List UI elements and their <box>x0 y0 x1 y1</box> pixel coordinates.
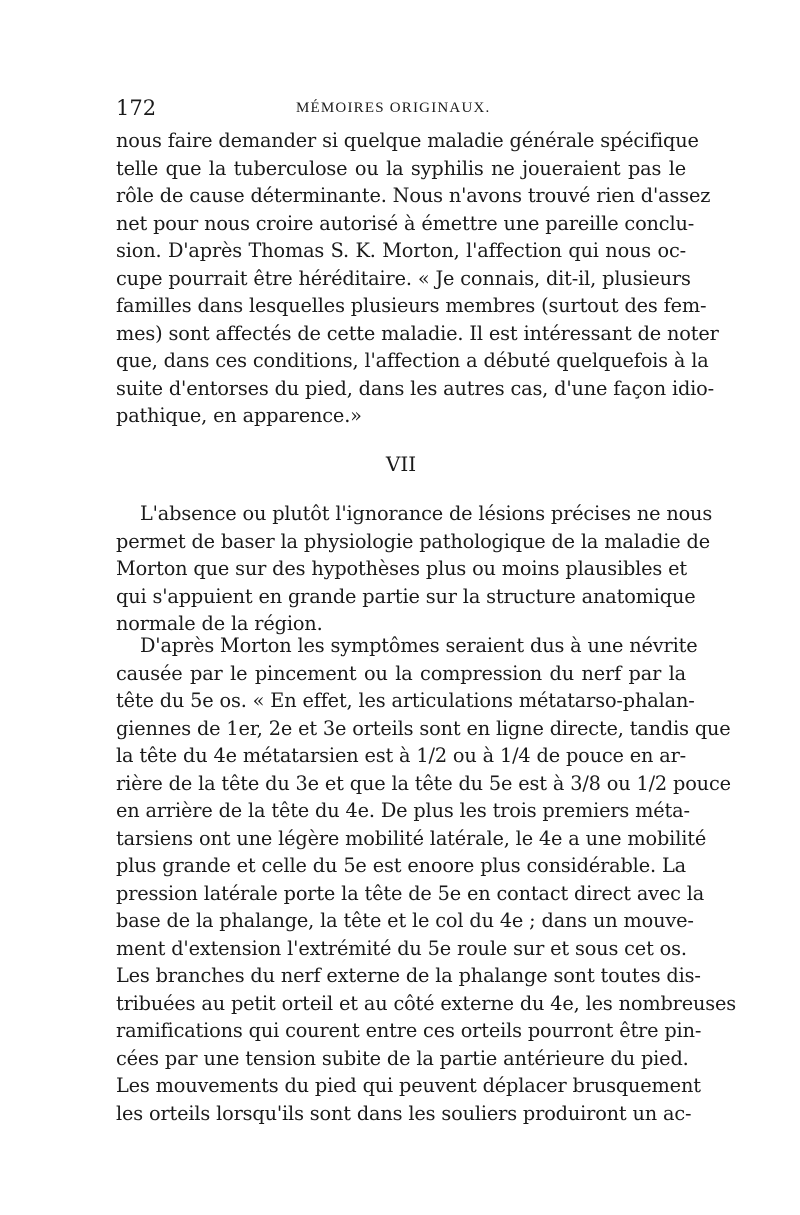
text-line: cées par une tension subite de la partie antérieure du pied. <box>116 1046 689 1070</box>
text-line: pression latérale porte la tête de 5e en contact direct avec la <box>116 881 705 905</box>
text-line: base de la phalange, la tête et le col du 4e ; dans un mouve- <box>116 909 694 932</box>
text-line: cupe pourrait être héréditaire. « Je connais, dit-il, plusieurs <box>116 266 691 290</box>
text-line: telle que la tuberculose ou la syphilis ne joueraient pas le <box>116 156 686 180</box>
running-head: MÉMOIRES ORIGINAUX. <box>296 100 491 116</box>
text-line: mes) sont affectés de cette maladie. Il est intéressant de noter <box>116 321 719 345</box>
text-line: que, dans ces conditions, l'affection a débuté quelquefois à la <box>116 349 709 372</box>
text-line: Morton que sur des hypothèses plus ou moins plausibles et <box>116 557 688 580</box>
text-line: les orteils lorsqu'ils sont dans les souliers produiront un ac- <box>116 1101 692 1125</box>
paragraph-3 <box>116 632 736 1127</box>
text-line: la tête du 4e métatarsien est à 1/2 ou à 1/4 de pouce en ar- <box>116 744 687 767</box>
text-line: rôle de cause déterminante. Nous n'avons trouvé rien d'assez <box>116 184 711 207</box>
text-line: ramifications qui courent entre ces orteils pourront être pin- <box>116 1019 702 1042</box>
text-line: pathique, en apparence.» <box>116 404 362 427</box>
text-line: plus grande et celle du 5e est enoore plus considérable. La <box>116 854 686 877</box>
text-line: causée par le pincement ou la compression du nerf par la <box>116 661 686 685</box>
text-line: giennes de 1er, 2e et 3e orteils sont en ligne directe, tandis que <box>116 716 731 740</box>
text-line: Les mouvements du pied qui peuvent déplacer brusquement <box>116 1074 701 1097</box>
text-line: tête du 5e os. « En effet, les articulations métatarso-phalan- <box>116 689 695 712</box>
text-line: nous faire demander si quelque maladie générale spécifique <box>116 129 699 152</box>
text-line: familles dans lesquelles plusieurs membres (surtout des fem- <box>116 294 707 317</box>
text-line: D'après Morton les symptômes seraient dus à une névrite <box>140 634 698 657</box>
page-header <box>116 96 686 126</box>
text-line: en arrière de la tête du 4e. De plus les trois premiers méta- <box>116 799 690 822</box>
text-line: ment d'extension l'extrémité du 5e roule sur et sous cet os. <box>116 936 687 960</box>
paragraph-1 <box>116 127 719 430</box>
text-line: sion. D'après Thomas S. K. Morton, l'affection qui nous oc- <box>116 239 686 262</box>
text-line: rière de la tête du 3e et que la tête du 5e est à 3/8 ou 1/2 pouce <box>116 771 731 795</box>
text-line: tribuées au petit orteil et au côté externe du 4e, les nombreuses <box>116 991 736 1015</box>
page-number: 172 <box>116 96 157 120</box>
section-heading: VII <box>385 452 417 476</box>
text-line: normale de la région. <box>116 612 323 635</box>
text-line: permet de baser la physiologie pathologique de la maladie de <box>116 529 710 553</box>
text-line: net pour nous croire autorisé à émettre une pareille conclu- <box>116 211 695 235</box>
text-line: tarsiens ont une légère mobilité latérale, le 4e a une mobilité <box>116 826 707 850</box>
text-line: Les branches du nerf externe de la phalange sont toutes dis- <box>116 964 701 987</box>
text-line: suite d'entorses du pied, dans les autres cas, d'une façon idio- <box>116 376 714 400</box>
text-line: L'absence ou plutôt l'ignorance de lésions précises ne nous <box>140 502 713 525</box>
text-line: qui s'appuient en grande partie sur la structure anatomique <box>116 584 696 608</box>
paragraph-2 <box>116 500 713 638</box>
